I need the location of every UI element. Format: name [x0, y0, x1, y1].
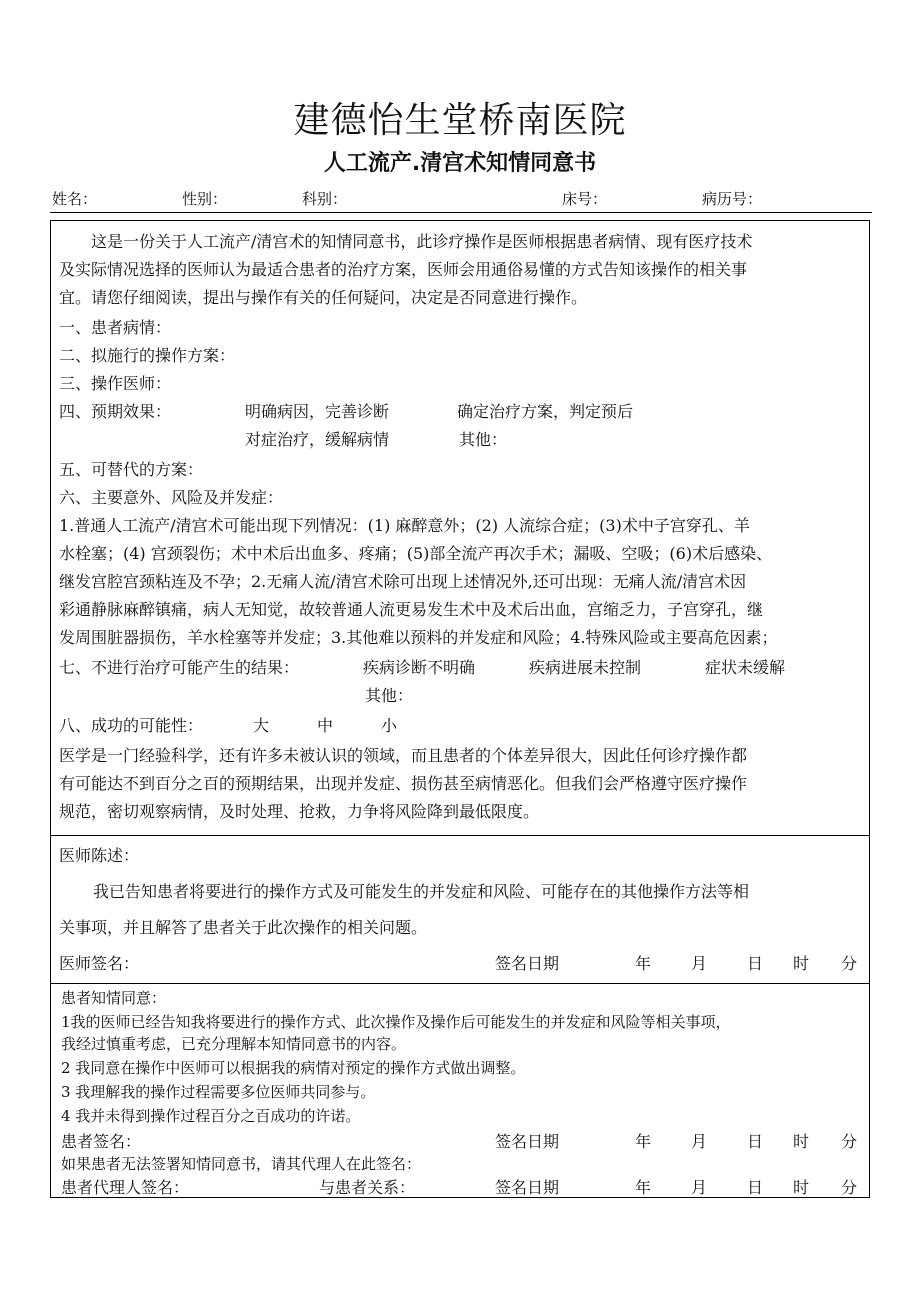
consent-form-table — [50, 220, 870, 1198]
item-alternatives: 五、可替代的方案： — [59, 460, 204, 479]
proxy-date-year: 年 — [635, 1178, 652, 1197]
risk-line-3: 继发宫腔宫颈粘连及不孕；2.无痛人流/清宫术除可出现上述情况外,还可出现：无痛人流/清宫术因 — [59, 572, 747, 591]
intro-line-1: 这是一份关于人工流产/清宫术的知情同意书，此诊疗操作是医师根据患者病情、现有医疗技术 — [91, 232, 753, 251]
record-number-label: 病历号： — [702, 190, 763, 208]
patient-date-label: 签名日期 — [495, 1132, 560, 1151]
proxy-signature-label: 患者代理人签名： — [61, 1178, 190, 1197]
item-patient-condition: 一、患者病情： — [59, 318, 172, 337]
proxy-note: 如果患者无法签署知情同意书，请其代理人在此签名： — [61, 1155, 422, 1173]
consent-line-1a: 1我的医师已经告知我将要进行的操作方式、此次操作及操作后可能发生的并发症和风险等相关事项， — [61, 1013, 731, 1031]
item-operating-doctor: 三、操作医师： — [59, 374, 172, 393]
no-treatment-option-diagnosis: 疾病诊断不明确 — [363, 658, 476, 677]
proxy-date-minute: 分 — [841, 1178, 858, 1197]
doctor-date-hour: 时 — [793, 954, 810, 973]
expected-option-other: 其他： — [459, 430, 508, 449]
item-expected-effect — [59, 399, 859, 421]
doctor-signature-row — [59, 951, 859, 973]
item-procedure-plan: 二、拟施行的操作方案： — [59, 346, 236, 365]
success-medium: 中 — [317, 716, 334, 735]
expected-effect-label: 四、预期效果： — [59, 402, 172, 421]
consent-line-4: 4 我并未得到操作过程百分之百成功的许诺。 — [61, 1107, 361, 1125]
item-risks: 六、主要意外、风险及并发症： — [59, 488, 284, 507]
intro-line-2: 及实际情况选择的医师认为最适合患者的治疗方案，医师会用通俗易懂的方式告知该操作的相关事 — [59, 260, 748, 279]
risk-line-5: 发周围脏器损伤，羊水栓塞等并发症；3.其他难以预料的并发症和风险；4.特殊风险或主要高危因素； — [59, 628, 778, 647]
no-treatment-label: 七、不进行治疗可能产生的结果： — [59, 658, 300, 677]
patient-date-month: 月 — [691, 1132, 708, 1151]
doctor-statement-heading: 医师陈述： — [59, 846, 140, 865]
expected-option-diagnosis: 明确病因，完善诊断 — [245, 402, 390, 421]
doctor-statement-section — [51, 835, 869, 984]
item-no-treatment — [59, 655, 859, 677]
intro-line-3: 宜。请您仔细阅读，提出与操作有关的任何疑问，决定是否同意进行操作。 — [59, 288, 588, 307]
item-expected-effect-row2 — [59, 427, 859, 449]
proxy-date-day: 日 — [747, 1178, 764, 1197]
consent-line-3: 3 我理解我的操作过程需要多位医师共同参与。 — [61, 1083, 376, 1101]
consent-line-2: 2 我同意在操作中医师可以根据我的病情对预定的操作方式做出调整。 — [61, 1059, 526, 1077]
doctor-statement-line-1: 我已告知患者将要进行的操作方式及可能发生的并发症和风险、可能存在的其他操作方法等相 — [93, 882, 750, 901]
no-treatment-option-other: 其他： — [365, 686, 414, 705]
closing-line-3: 规范，密切观察病情，及时处理、抢救，力争将风险降到最低限度。 — [59, 802, 540, 821]
document-title: 人工流产.清宫术知情同意书 — [323, 151, 597, 176]
patient-date-hour: 时 — [793, 1132, 810, 1151]
no-treatment-option-symptom: 症状未缓解 — [705, 658, 786, 677]
proxy-date-month: 月 — [691, 1178, 708, 1197]
success-high: 大 — [253, 716, 270, 735]
patient-date-minute: 分 — [841, 1132, 858, 1151]
success-chance-label: 八、成功的可能性： — [59, 716, 204, 735]
consent-line-1b: 我经过慎重考虑，已充分理解本知情同意书的内容。 — [61, 1035, 407, 1053]
risk-line-4: 彩通静脉麻醉镇痛，病人无知觉，故较普通人流更易发生术中及术后出血，宫缩乏力，子宫穿孔，继 — [59, 600, 764, 619]
doctor-statement-line-2: 关事项，并且解答了患者关于此次操作的相关问题。 — [59, 918, 428, 937]
bed-label: 床号： — [562, 190, 608, 208]
hospital-name: 建德怡生堂桥南医院 — [293, 100, 627, 141]
sex-label: 性别： — [182, 190, 228, 208]
proxy-date-label: 签名日期 — [495, 1178, 560, 1197]
closing-line-2: 有可能达不到百分之百的预期结果，出现并发症、损伤甚至病情恶化。但我们会严格遵守医疗操作 — [59, 774, 748, 793]
patient-date-year: 年 — [635, 1132, 652, 1151]
doctor-date-year: 年 — [635, 954, 652, 973]
patient-date-day: 日 — [747, 1132, 764, 1151]
patient-signature-row — [61, 1129, 861, 1151]
closing-line-1: 医学是一门经验科学，还有许多未被认识的领域，而且患者的个体差异很大，因此任何诊疗操作都 — [59, 746, 748, 765]
department-label: 科别： — [302, 190, 348, 208]
doctor-signature-label: 医师签名： — [59, 954, 140, 973]
proxy-relation-label: 与患者关系： — [319, 1178, 416, 1197]
item-success-chance — [59, 713, 859, 735]
expected-option-plan: 确定治疗方案，判定预后 — [457, 402, 634, 421]
item-no-treatment-row2 — [59, 683, 859, 705]
patient-info-header — [50, 186, 872, 213]
risk-line-1: 1.普通人工流产/清宫术可能出现下列情况：(1) 麻醉意外；(2) 人流综合症；(3)术中子宫穿孔、羊 — [59, 516, 750, 535]
disclosure-section — [51, 221, 869, 836]
risk-line-2: 水栓塞；(4) 宫颈裂伤；术中术后出血多、疼痛；(5)部全流产再次手术；漏吸、空吸；(6)术后感染、 — [59, 544, 773, 563]
doctor-date-day: 日 — [747, 954, 764, 973]
proxy-date-hour: 时 — [793, 1178, 810, 1197]
patient-consent-heading: 患者知情同意： — [61, 989, 167, 1007]
patient-consent-section — [51, 983, 869, 1197]
name-label: 姓名： — [52, 190, 98, 208]
no-treatment-option-progress: 疾病进展未控制 — [529, 658, 642, 677]
doctor-date-label: 签名日期 — [495, 954, 560, 973]
patient-signature-label: 患者签名： — [61, 1132, 142, 1151]
doctor-date-minute: 分 — [841, 954, 858, 973]
expected-option-relief: 对症治疗，缓解病情 — [245, 430, 390, 449]
proxy-signature-row — [61, 1175, 861, 1197]
doctor-date-month: 月 — [691, 954, 708, 973]
success-low: 小 — [381, 716, 398, 735]
